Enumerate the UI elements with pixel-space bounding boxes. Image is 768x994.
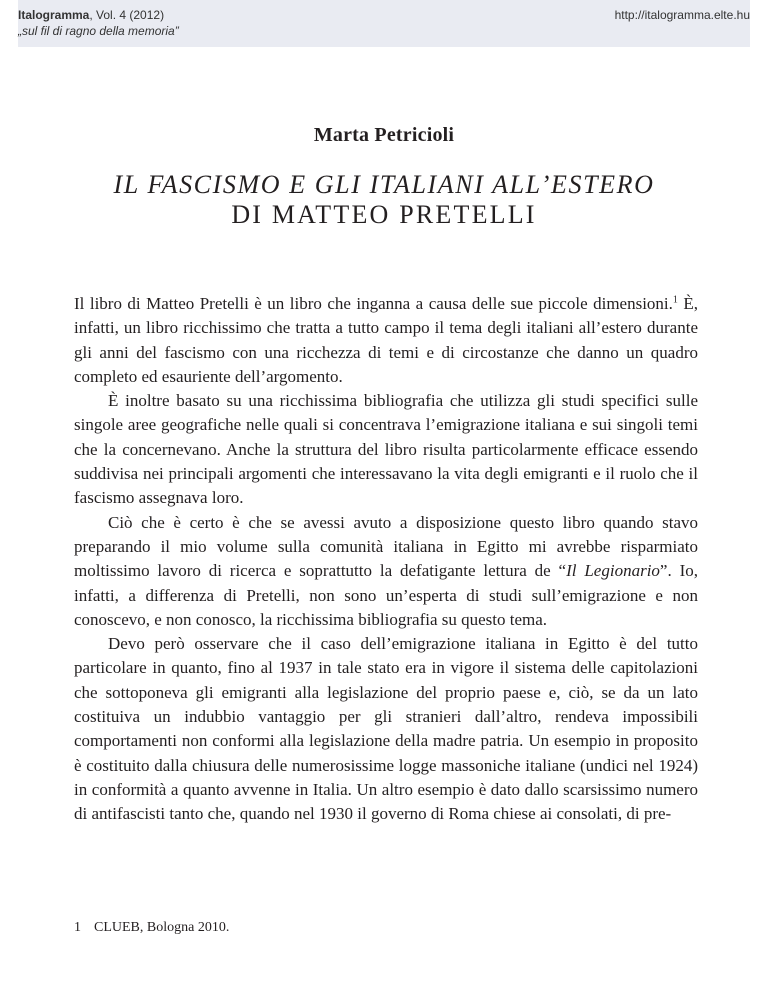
paragraph-4: Devo però osservare che il caso dell’emigrazione italiana in Egitto è del tutto particolare in quanto, fino al 1937 in tale stato era in vigore il sistema delle capitolazioni che sottoponeva gli emigranti alla legislazione del proprio paese e, ciò, se da un lato costituiva un indubbio vantaggio per gli stranieri dall’altro, rendeva impossibili comportamenti non conformi alla legislazione della madre patria. Un esempio in proposito è costituito dalla chiusura delle numerosissime logge massoniche italiane (undici nel 1924) in conformità a quanto avvenne in Italia. Un altro esempio è dato dallo scarsissimo numero di antifascisti tanto che, quando nel 1930 il governo di Roma chiese ai consolati, di pre-	[74, 634, 698, 824]
paragraph-3	[74, 511, 698, 632]
legionario-title: Il Legionario	[566, 561, 660, 581]
article-title-line2: DI MATTEO PRETELLI	[231, 200, 537, 229]
article-title	[60, 170, 708, 230]
article-author: Marta Petricioli	[313, 124, 455, 146]
journal-url: http://italogramma.elte.hu	[614, 8, 750, 22]
footnote-text: CLUEB, Bologna 2010.	[94, 920, 230, 935]
journal-volume: , Vol. 4 (2012)	[89, 8, 165, 22]
journal-subtitle: „sul fil di ragno della memoria”	[18, 24, 179, 38]
article-title-line1: IL FASCISMO E GLI ITALIANI ALL’ESTERO	[113, 170, 655, 199]
running-header	[18, 0, 750, 47]
paragraph-1-text-b: È, infatti, un libro ricchissimo che tratta a tutto campo il tema degli italiani all’estero durante gli anni del fascismo con una ricchezza di temi e di circostanze che danno un quadro completo ed esauriente dell’argomento.	[74, 294, 699, 386]
paragraph-1	[74, 292, 698, 389]
paragraph-1-text-a: Il libro di Matteo Pretelli è un libro che inganna a causa delle sue piccole dimensioni.	[74, 294, 673, 313]
paragraph-3-text-a: Ciò che è certo è che se avessi avuto a disposizione questo libro quando stavo preparando il mio volume sulla comunità italiana in Egitto mi avrebbe risparmiato moltissimo lavoro di ricerca e soprattutto la defatigante lettura de “	[74, 512, 698, 581]
footnote-ref-1: 1	[672, 294, 678, 306]
journal-name: Italogramma	[18, 8, 90, 22]
footnote-number: 1	[74, 920, 81, 935]
journal-info	[18, 7, 179, 39]
paragraph-2: È inoltre basato su una ricchissima bibliografia che utilizza gli studi specifici sulle singole aree geografiche nelle quali si concentrava l’emigrazione italiana e sui singoli temi che la concernevano. Anche la struttura del libro risulta particolarmente efficace essendo suddivisa nei principali argomenti che interessavano la vita degli emigranti e il ruolo che il fascismo assegnava loro.	[74, 391, 698, 508]
footnote-1	[74, 919, 229, 937]
article-body	[74, 292, 698, 827]
paragraph-3-text-b: ”. Io, infatti, a differenza di Pretelli, non sono un’esperta di studi sull’emigrazione e non conoscevo, e non conosco, la ricchissima bibliografia su questo tema.	[74, 561, 698, 629]
